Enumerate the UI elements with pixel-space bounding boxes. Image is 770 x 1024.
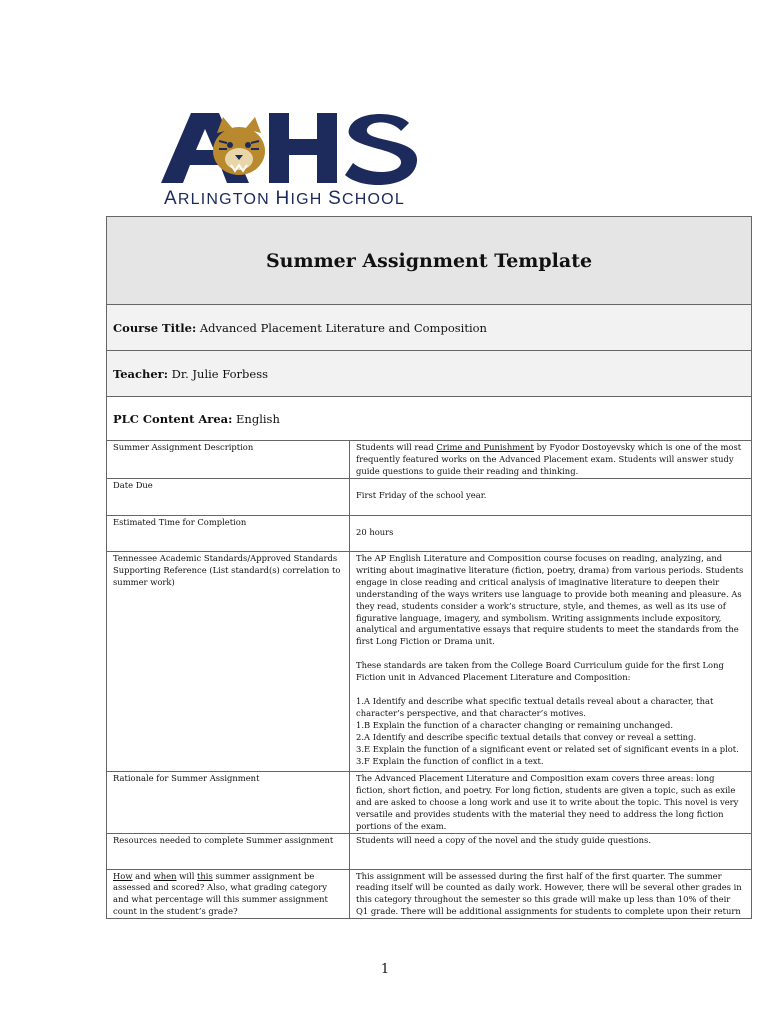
- rationale-label: Rationale for Summer Assignment: [107, 772, 350, 834]
- teacher-label: Teacher:: [113, 366, 168, 381]
- teacher-value: Dr. Julie Forbess: [171, 366, 268, 381]
- teacher-row: [107, 351, 752, 397]
- plc-label: PLC Content Area:: [113, 411, 233, 426]
- page-number: 1: [380, 962, 390, 977]
- date-due-value: First Friday of the school year.: [350, 479, 752, 516]
- plc-value: English: [236, 411, 280, 426]
- date-due-label: Date Due: [107, 479, 350, 516]
- logo-letter-h: [269, 113, 337, 183]
- novel-title: Crime and Punishment: [436, 442, 534, 452]
- description-label: Summer Assignment Description: [107, 441, 350, 479]
- resources-value: Students will need a copy of the novel and the study guide questions.: [350, 833, 752, 869]
- standards-list-item: 3.E Explain the function of a significant event or related set of significant events in a plot.: [356, 743, 739, 754]
- school-name: ARLINGTON HIGH SCHOOL: [164, 188, 405, 209]
- standards-list-item: 3.F Explain the function of conflict in a text.: [356, 755, 544, 766]
- grading-value: This assignment will be assessed during the first half of the first quarter. The summer reading itself will be counted as daily work. However, there will be several other grades in this category throughout the semester so this grade will make up less than 10% of their Q1 grade. There will be additional assignments for students to complete upon their return: [350, 869, 752, 919]
- plc-row: [107, 397, 752, 441]
- assignment-template-table: [106, 216, 752, 919]
- ahs-logo-mark: [157, 103, 427, 193]
- standards-paragraph-2: These standards are taken from the College Board Curriculum guide for the first Long Fiction unit in Advanced Placement Literature and Composition:: [356, 660, 724, 683]
- standards-value: [350, 552, 752, 772]
- tiger-icon: [213, 117, 265, 175]
- course-title-row: [107, 305, 752, 351]
- standards-list-item: 1.B Explain the function of a character changing or remaining unchanged.: [356, 719, 674, 730]
- standards-list-item: 1.A Identify and describe what specific textual details reveal about a character, that character’s perspective, and that character’s motives.: [356, 696, 714, 718]
- standards-label: Tennessee Academic Standards/Approved Standards Supporting Reference (List standard(s) correlation to summer work): [107, 552, 350, 772]
- rationale-value: The Advanced Placement Literature and Composition exam covers three areas: long fiction, short fiction, and poetry. For long fiction, students are given a topic, such as exile and are asked to choose a long work and use it to write about the topic. This novel is very versatile and provides students with the material they need to address the long fiction portions of the exam.: [350, 772, 752, 834]
- course-title-label: Course Title:: [113, 320, 197, 335]
- template-title: Summer Assignment Template: [107, 217, 752, 305]
- course-title-value: Advanced Placement Literature and Composition: [199, 320, 487, 335]
- logo-letter-s: [345, 114, 417, 185]
- time-value: 20 hours: [350, 516, 752, 552]
- grading-label: How and when will this summer assignment be assessed and scored? Also, what grading category and what percentage will this summer assignment count in the student’s grade?: [107, 869, 350, 919]
- standards-paragraph-1: The AP English Literature and Composition course focuses on reading, analyzing, and writing about imaginative literature (fiction, poetry, drama) from various periods. Students engage in close reading and critical analysis of imaginative literature to deepen their understanding of the ways writers use language to provide both meaning and pleasure. As they read, students consider a work’s structure, style, and themes, as well as its use of figurative language, imagery, and symbolism. Writing assignments include expository, analytical and argumentative essays that require students to meet the standards from the first Long Fiction or Drama unit.: [356, 553, 744, 647]
- time-label: Estimated Time for Completion: [107, 516, 350, 552]
- standards-list-item: 2.A Identify and describe specific textual details that convey or reveal a setting.: [356, 731, 697, 742]
- description-value: Students will read Crime and Punishment by Fyodor Dostoyevsky which is one of the most frequently featured works on the Advanced Placement exam. Students will answer study guide questions to guide their reading and thinking.: [350, 441, 752, 479]
- resources-label: Resources needed to complete Summer assignment: [107, 833, 350, 869]
- standards-list: [356, 696, 745, 767]
